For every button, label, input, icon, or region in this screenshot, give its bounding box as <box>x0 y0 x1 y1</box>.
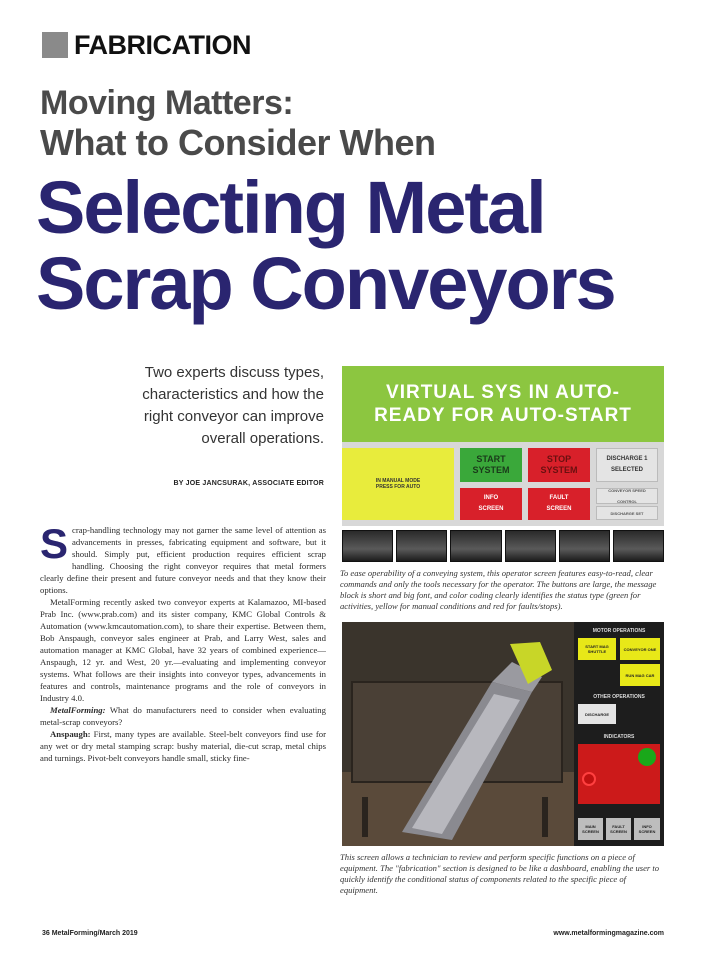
run-mag-button: RUN MAG CAR <box>620 664 660 686</box>
speed-line-1: CONVEYOR SPEED <box>608 488 646 493</box>
start-line-2: SYSTEM <box>472 465 510 475</box>
body-paragraph: MetalForming recently asked two conveyor experts at Kalamazoo, MI-based Prab Inc. (www.prab.com) and its sister company, KMC Global Controls & Automation (www.kmcautomation.com), to share their expertise. Between them, Bob Anspaugh, conveyor sales engineer at Prab, and Larry West, sales and automation manager at KMC Global, have 32 years of combined experience—Anspaugh, 12 yr. and West, 20 yr.—evaluating and implementing conveyor systems. What follows are their insights into conveyor types, advancements in features and controls, maintenance programs and the role of conveyors in Industry 4.0. <box>40 597 326 703</box>
status-light-icon <box>638 748 656 766</box>
conveyor-speed-button <box>596 488 658 504</box>
drop-cap: S <box>40 520 69 567</box>
discharge-line-2: SELECTED <box>610 467 643 473</box>
body-paragraph: crap-handling technology may not garner the same level of attention as advancements in presses, fabricating equipment and software, but it should. Simply put, efficient production requires efficient scrap handling. Choosing the right conveyor requires that metal formers clearly define their present and future conveyor needs and that they know their options. <box>40 525 326 595</box>
banner-line-1: VIRTUAL SYS IN AUTO- <box>386 382 620 403</box>
discharge-selected-button <box>596 448 658 482</box>
fault-line-1: FAULT <box>549 495 569 501</box>
discharge-button: DISCHARGE <box>578 704 616 724</box>
answer-paragraph <box>40 728 326 764</box>
question-text: What do manufacturers need to consider when evaluating metal-scrap conveyors? <box>40 705 326 727</box>
status-banner <box>342 366 664 442</box>
main-screen-button: MAIN SCREEN <box>578 818 603 840</box>
start-mag-button: START MAG SHUTTLE <box>578 638 616 660</box>
caption-2: This screen allows a technician to review and perform specific functions on a piece of equipment. The "fabrication" section is designed to be like a dashboard, enabling the user to quickly identify the conditional status of components related to the specific piece of equipment. <box>340 852 660 895</box>
motor-ops-label: MOTOR OPERATIONS <box>592 628 646 634</box>
banner-line-2: READY FOR AUTO-START <box>374 405 632 426</box>
fault-line-2: SCREEN <box>546 506 572 512</box>
thumbnail <box>613 530 664 562</box>
thumbnail <box>450 530 501 562</box>
thumbnail <box>342 530 393 562</box>
headline-line-4: Scrap Conveyors <box>36 242 615 325</box>
headline-line-1: Moving Matters: <box>40 84 294 122</box>
deck-line: Two experts discuss types, <box>144 364 324 381</box>
control-panel <box>574 622 664 846</box>
thumbnail <box>505 530 556 562</box>
operator-screen-image <box>342 366 664 526</box>
start-line-1: START <box>476 454 506 464</box>
conveyor-render <box>342 622 574 846</box>
start-system-button <box>460 448 522 482</box>
discharge-set-button <box>596 506 658 520</box>
deck-line: right conveyor can improve <box>143 408 324 425</box>
byline: BY JOE JANCSURAK, ASSOCIATE EDITOR <box>173 480 324 487</box>
footer-folio: 36 MetalForming/March 2019 <box>42 930 138 937</box>
discharge-set-label: DISCHARGE SET <box>610 510 644 516</box>
info-line-1: INFO <box>483 495 499 501</box>
indicators-label: INDICATORS <box>603 734 635 740</box>
deck-line: characteristics and how the <box>142 386 324 403</box>
answer-text: First, many types are available. Steel-belt conveyors find use for any wet or dry metal stamping scrap: bushy material, die-cut scrap, metal chips and turnings. Pivot-belt conveyors handle small, sticky fine- <box>40 729 326 763</box>
info-screen-button <box>460 488 522 520</box>
conveyor-one-button: CONVEYOR ONE <box>620 638 660 660</box>
section-header <box>42 30 251 60</box>
headline-line-3: Selecting Metal <box>36 166 545 249</box>
mode-indicator <box>342 448 454 520</box>
thumbnail <box>396 530 447 562</box>
headline-line-2: What to Consider When <box>40 122 436 163</box>
question-label: MetalForming: <box>50 705 106 715</box>
article-body <box>40 520 326 764</box>
deck-line: overall operations. <box>201 430 324 447</box>
deck <box>108 362 324 450</box>
question-paragraph <box>40 704 326 728</box>
thumbnail-strip <box>342 530 664 562</box>
caption-1: To ease operability of a conveying system, this operator screen features easy-to-read, clear commands and only the tools necessary for the operator. The buttons are large, the message block is short and big font, and color coding clearly identifies the status type (green for activities, yellow for manual conditions and red for faults/stops). <box>340 568 657 611</box>
footer-url: www.metalformingmagazine.com <box>553 930 664 937</box>
section-marker <box>42 32 68 58</box>
mode-line-1: IN MANUAL MODE <box>375 478 421 484</box>
discharge-line-1: DISCHARGE 1 <box>606 456 648 462</box>
thumbnail <box>559 530 610 562</box>
section-label: FABRICATION <box>74 29 251 60</box>
fault-screen-small-button: FAULT SCREEN <box>606 818 631 840</box>
mode-line-2: PRESS FOR AUTO <box>375 484 421 490</box>
stop-line-1: STOP <box>546 454 572 464</box>
alarm-light-icon <box>582 772 596 786</box>
info-line-2: SCREEN <box>478 506 504 512</box>
stop-system-button <box>528 448 590 482</box>
info-screen-small-button: INFO SCREEN <box>634 818 660 840</box>
answer-label: Anspaugh: <box>50 729 91 739</box>
speed-line-2: CONTROL <box>617 499 637 504</box>
fault-screen-button <box>528 488 590 520</box>
stop-line-2: SYSTEM <box>540 465 578 475</box>
conveyor-dashboard-image <box>342 622 664 846</box>
other-ops-label: OTHER OPERATIONS <box>593 694 645 700</box>
